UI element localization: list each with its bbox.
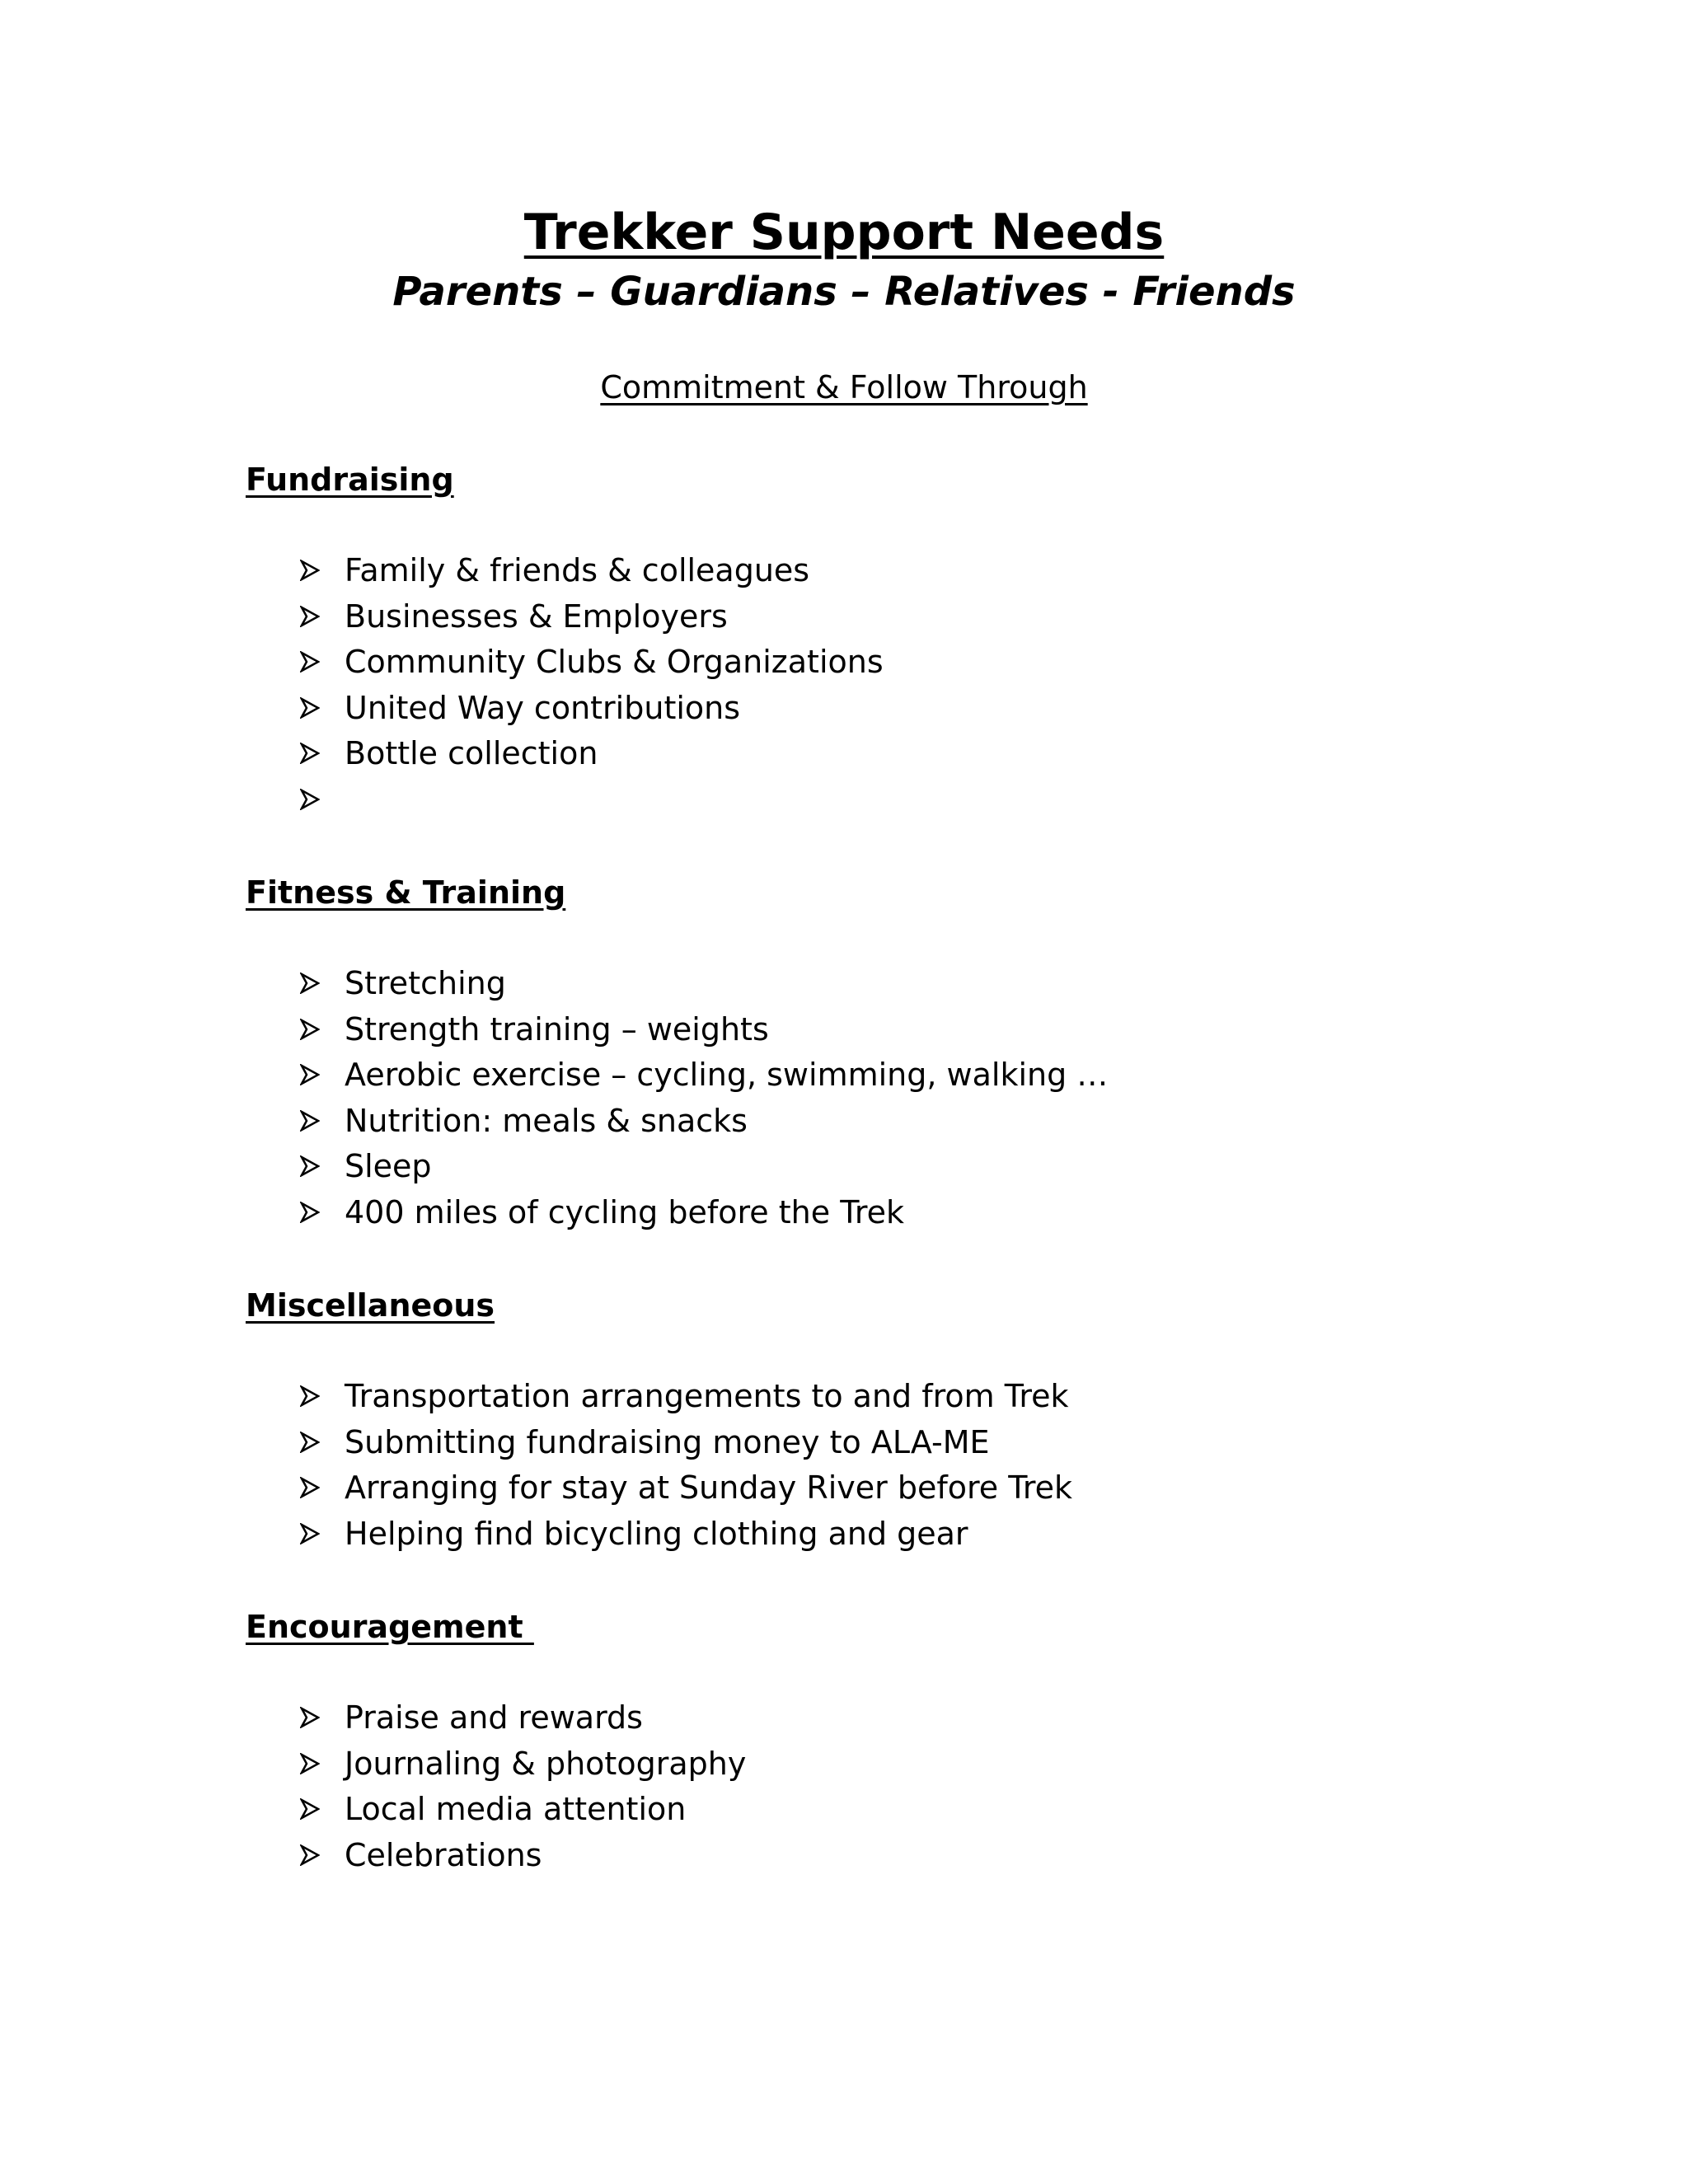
section-miscellaneous: [246, 1284, 1482, 1558]
arrowhead-bullet-icon: [300, 1523, 320, 1544]
arrowhead-bullet-icon: [300, 1798, 320, 1820]
list-item-text: Stretching: [345, 965, 506, 1001]
arrowhead-bullet-icon: [300, 1477, 320, 1498]
arrowhead-bullet-icon: [300, 606, 320, 627]
list-item-text: Bottle collection: [345, 735, 598, 771]
arrowhead-bullet-icon: [300, 1753, 320, 1774]
section-list: [246, 1375, 1482, 1558]
document-tagline: Commitment & Follow Through: [600, 369, 1088, 405]
section-heading: Encouragement: [246, 1609, 534, 1645]
section-list: [246, 549, 1482, 823]
list-item: [246, 1466, 1482, 1512]
list-item: [246, 1099, 1482, 1146]
list-item: [246, 595, 1482, 641]
list-item-text: Community Clubs & Organizations: [345, 644, 884, 680]
list-item-text: Journaling & photography: [345, 1745, 747, 1782]
section-list: [246, 1696, 1482, 1879]
list-item-text: Businesses & Employers: [345, 598, 728, 635]
list-item: [246, 687, 1482, 733]
arrowhead-bullet-icon: [300, 1155, 320, 1177]
document-subtitle: Parents – Guardians – Relatives - Friends: [392, 269, 1296, 315]
list-item: [246, 1008, 1482, 1054]
arrowhead-bullet-icon: [300, 697, 320, 719]
list-item: [246, 1375, 1482, 1421]
arrowhead-bullet-icon: [300, 1707, 320, 1728]
arrowhead-bullet-icon: [300, 789, 320, 810]
arrowhead-bullet-icon: [300, 972, 320, 994]
arrowhead-bullet-icon: [300, 1432, 320, 1453]
section-fundraising: [246, 458, 1482, 823]
list-item-text: 400 miles of cycling before the Trek: [345, 1193, 904, 1230]
section-list: [246, 962, 1482, 1236]
arrowhead-bullet-icon: [300, 1110, 320, 1132]
section-heading: Fundraising: [246, 462, 454, 498]
list-item: [246, 1788, 1482, 1834]
list-item-text: Family & friends & colleagues: [345, 552, 810, 588]
arrowhead-bullet-icon: [300, 1385, 320, 1407]
list-item-text: Praise and rewards: [345, 1699, 643, 1736]
list-item: [246, 962, 1482, 1008]
arrowhead-bullet-icon: [300, 1019, 320, 1040]
list-item: [246, 1145, 1482, 1191]
list-item-text: United Way contributions: [345, 689, 741, 726]
arrowhead-bullet-icon: [300, 743, 320, 764]
document-title: Trekker Support Needs: [523, 204, 1165, 261]
list-item-text: Submitting fundraising money to ALA-ME: [345, 1423, 990, 1460]
section-fitness-training: [246, 871, 1482, 1236]
arrowhead-bullet-icon: [300, 560, 320, 581]
list-item-text: Arranging for stay at Sunday River before Trek: [345, 1469, 1073, 1506]
list-item: [246, 1742, 1482, 1788]
arrowhead-bullet-icon: [300, 1064, 320, 1085]
list-item: [246, 732, 1482, 778]
list-item: [246, 1053, 1482, 1099]
list-item: [246, 778, 1482, 824]
list-item-text: Strength training – weights: [345, 1010, 769, 1047]
list-item-text: Nutrition: meals & snacks: [345, 1102, 748, 1139]
list-item: [246, 1696, 1482, 1742]
arrowhead-bullet-icon: [300, 651, 320, 673]
list-item-text: Helping find bicycling clothing and gear: [345, 1515, 968, 1552]
list-item: [246, 549, 1482, 595]
section-encouragement: [246, 1605, 1482, 1879]
list-item: [246, 1834, 1482, 1880]
arrowhead-bullet-icon: [300, 1844, 320, 1866]
list-item-text: Local media attention: [345, 1791, 687, 1827]
list-item-text: Transportation arrangements to and from Trek: [345, 1378, 1069, 1414]
list-item: [246, 640, 1482, 687]
list-item-text: Celebrations: [345, 1836, 542, 1873]
section-heading: Miscellaneous: [246, 1287, 495, 1324]
list-item: [246, 1421, 1482, 1467]
list-item-text: Sleep: [345, 1148, 432, 1184]
list-item: [246, 1191, 1482, 1237]
arrowhead-bullet-icon: [300, 1202, 320, 1223]
list-item: [246, 1512, 1482, 1558]
list-item-text: Aerobic exercise – cycling, swimming, walking …: [345, 1057, 1109, 1093]
section-heading: Fitness & Training: [246, 874, 566, 911]
